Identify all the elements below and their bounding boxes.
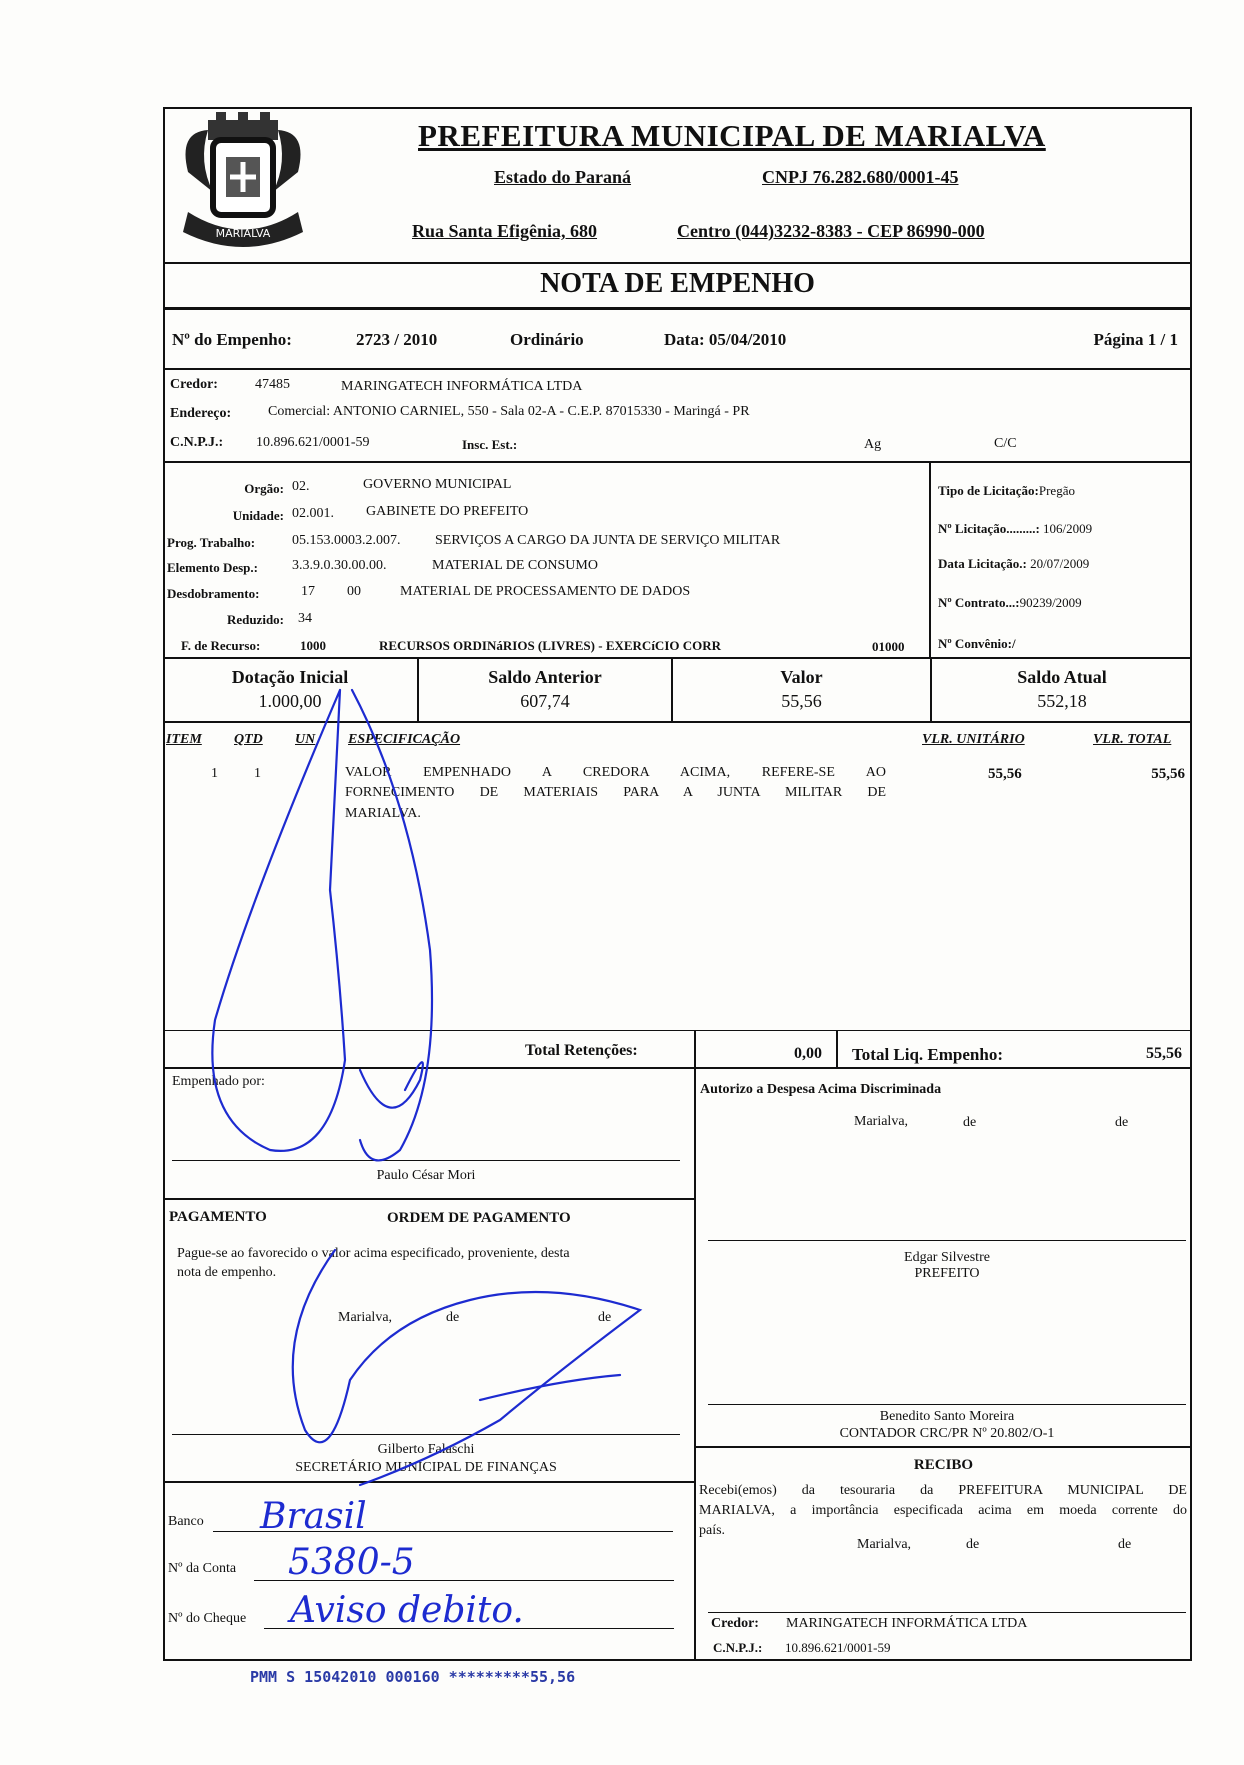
cheque-label: Nº do Cheque — [168, 1611, 247, 1626]
credor-nome: MARINGATECH INFORMÁTICA LTDA — [341, 379, 583, 394]
total-retencoes-value: 0,00 — [794, 1045, 822, 1062]
recurso-cod2: 01000 — [872, 639, 905, 654]
saldo-anterior-value: 607,74 — [520, 691, 570, 711]
secretario-nome: Gilberto Falaschi — [377, 1442, 475, 1457]
pagamento-label: PAGAMENTO — [169, 1209, 267, 1225]
num-convenio: Nº Convênio:/ — [938, 636, 1016, 651]
item-vlr-total: 55,56 — [1151, 766, 1185, 782]
banco-value: Brasil — [260, 1496, 367, 1537]
desdobramento-label: Desdobramento: — [167, 586, 260, 601]
unidade-cod: 02.001. — [292, 506, 334, 521]
item-espec-line2: FORNECIMENTO DE MATERIAIS PARA A JUNTA MILITAR DE — [345, 785, 886, 800]
autorizo-cidade: Marialva, — [854, 1114, 909, 1129]
total-liq-label: Total Liq. Empenho: — [852, 1045, 1003, 1064]
prefeito-cargo: PREFEITO — [914, 1266, 980, 1281]
recibo-de1: de — [966, 1537, 980, 1552]
saldo-atual-value: 552,18 — [1037, 691, 1087, 711]
item-qtd: 1 — [254, 766, 261, 781]
col-vlr-total: VLR. TOTAL — [1093, 732, 1172, 747]
saldo-atual-label: Saldo Atual — [1017, 667, 1107, 687]
item-number: 1 — [211, 766, 218, 781]
unidade-label: Unidade: — [232, 508, 284, 523]
credor-label: Credor: — [170, 377, 218, 392]
elemento-cod: 3.3.9.0.30.00.00. — [292, 558, 387, 573]
item-vlr-unitario: 55,56 — [988, 766, 1022, 782]
recibo-label: RECIBO — [913, 1457, 974, 1473]
desdobramento-nome: MATERIAL DE PROCESSAMENTO DE DADOS — [400, 584, 691, 599]
recurso-label: F. de Recurso: — [181, 638, 261, 653]
prog-cod: 05.153.0003.2.007. — [292, 533, 401, 548]
col-item: ITEM — [166, 732, 202, 747]
estado-label: Estado do Paraná — [494, 167, 632, 187]
ag-label: Ag — [864, 437, 882, 452]
recibo-cnpj-label: C.N.P.J.: — [713, 1640, 763, 1655]
conta-value: 5380-5 — [288, 1542, 415, 1583]
contador-cargo: CONTADOR CRC/PR Nº 20.802/O-1 — [839, 1426, 1055, 1441]
data-licitacao: Data Licitação.: 20/07/2009 — [938, 556, 1090, 571]
endereco-field-label: Endereço: — [170, 406, 232, 421]
cheque-value: Aviso debito. — [290, 1590, 524, 1631]
total-liq-value: 55,56 — [1146, 1045, 1182, 1062]
banco-label: Banco — [168, 1514, 204, 1529]
recibo-cnpj: 10.896.621/0001-59 — [785, 1640, 891, 1655]
num-contrato: Nº Contrato...:90239/2009 — [938, 595, 1082, 610]
empenho-data: Data: 05/04/2010 — [664, 330, 787, 349]
empenho-number: 2723 / 2010 — [356, 330, 438, 349]
col-qtd: QTD — [234, 732, 263, 747]
valor-label: Valor — [780, 667, 823, 687]
desdobramento-cod2: 00 — [347, 584, 361, 599]
prefeito-nome: Edgar Silvestre — [904, 1250, 990, 1265]
pagamento-de2: de — [598, 1310, 612, 1325]
page-title: PREFEITURA MUNICIPAL DE MARIALVA — [418, 118, 1046, 153]
item-espec-line3: MARIALVA. — [345, 806, 421, 821]
page-number: Página 1 / 1 — [1093, 330, 1178, 349]
contato-label: Centro (044)3232-8383 - CEP 86990-000 — [677, 221, 985, 241]
recibo-de2: de — [1118, 1537, 1132, 1552]
municipal-crest-icon — [168, 112, 318, 262]
elemento-nome: MATERIAL DE CONSUMO — [432, 558, 598, 573]
col-especificacao: ESPECIFICAÇÃO — [348, 732, 461, 747]
credor-cnpj: 10.896.621/0001-59 — [256, 435, 370, 450]
unidade-nome: GABINETE DO PREFEITO — [366, 504, 529, 519]
pagamento-cidade: Marialva, — [338, 1310, 393, 1325]
saldo-anterior-label: Saldo Anterior — [488, 667, 602, 687]
endereco-label: Rua Santa Efigênia, 680 — [412, 221, 598, 241]
empenhado-nome: Paulo César Mori — [376, 1168, 476, 1183]
secretario-cargo: SECRETÁRIO MUNICIPAL DE FINANÇAS — [295, 1460, 557, 1475]
recibo-cidade: Marialva, — [857, 1537, 912, 1552]
autorizo-label: Autorizo a Despesa Acima Discriminada — [700, 1082, 942, 1097]
autorizo-de1: de — [963, 1115, 977, 1130]
orgao-nome: GOVERNO MUNICIPAL — [363, 477, 512, 492]
total-retencoes-label: Total Retenções: — [525, 1042, 638, 1059]
elemento-label: Elemento Desp.: — [167, 560, 258, 575]
credor-codigo: 47485 — [255, 377, 290, 392]
valor-value: 55,56 — [781, 691, 822, 711]
cnpj-field-label: C.N.P.J.: — [170, 435, 224, 450]
col-vlr-unitario: VLR. UNITÁRIO — [922, 732, 1025, 747]
recibo-credor-nome: MARINGATECH INFORMÁTICA LTDA — [786, 1616, 1028, 1631]
cnpj-label: CNPJ 76.282.680/0001-45 — [762, 167, 959, 187]
cc-label: C/C — [994, 436, 1017, 451]
col-un: UN — [295, 732, 316, 747]
orgao-label: Orgão: — [244, 481, 284, 496]
ordem-pagamento-label: ORDEM DE PAGAMENTO — [387, 1210, 571, 1226]
recibo-texto-1: Recebi(emos) da tesouraria da PREFEITURA MUNICIPAL DE — [699, 1483, 1187, 1498]
recurso-nome: RECURSOS ORDINáRIOS (LIVRES) - EXERCíCIO CORR — [379, 638, 722, 653]
conta-label: Nº da Conta — [168, 1561, 237, 1576]
reduzido-valor: 34 — [298, 611, 312, 626]
svg-text:MARIALVA: MARIALVA — [215, 227, 271, 240]
autenticacao-stamp: PMM S 15042010 000160 *********55,56 — [250, 1668, 576, 1686]
empenho-tipo: Ordinário — [510, 330, 584, 349]
num-licitacao: Nº Licitação.........: 106/2009 — [938, 521, 1093, 536]
credor-endereco: Comercial: ANTONIO CARNIEL, 550 - Sala 02-A - C.E.P. 87015330 - Maringá - PR — [268, 404, 750, 419]
pagamento-de1: de — [446, 1310, 460, 1325]
contador-nome: Benedito Santo Moreira — [879, 1409, 1015, 1424]
doc-title: NOTA DE EMPENHO — [540, 268, 815, 299]
recibo-texto-2: MARIALVA, a importância especificada acima em moeda corrente do — [699, 1503, 1187, 1518]
orgao-cod: 02. — [292, 479, 310, 494]
desdobramento-cod: 17 — [301, 584, 315, 599]
recibo-texto-3: país. — [699, 1523, 726, 1538]
tipo-licitacao: Tipo de Licitação:Pregão — [938, 483, 1075, 498]
pagamento-texto-2: nota de empenho. — [177, 1265, 277, 1280]
empenho-label: Nº do Empenho: — [172, 330, 292, 349]
recibo-credor-label: Credor: — [711, 1616, 759, 1631]
recurso-cod: 1000 — [300, 638, 326, 653]
insc-label: Insc. Est.: — [462, 437, 518, 452]
autorizo-de2: de — [1115, 1115, 1129, 1130]
prog-label: Prog. Trabalho: — [167, 535, 256, 550]
prog-nome: SERVIÇOS A CARGO DA JUNTA DE SERVIÇO MILITAR — [435, 533, 781, 548]
saldo-dotacao-value: 1.000,00 — [258, 691, 322, 711]
saldo-dotacao-label: Dotação Inicial — [231, 667, 349, 687]
pagamento-texto-1: Pague-se ao favorecido o valor acima especificado, proveniente, desta — [177, 1246, 570, 1261]
item-espec-line1: VALOR EMPENHADO A CREDORA ACIMA, REFERE-SE AO — [345, 765, 886, 780]
reduzido-label: Reduzido: — [226, 612, 284, 627]
empenhado-label: Empenhado por: — [172, 1074, 265, 1089]
